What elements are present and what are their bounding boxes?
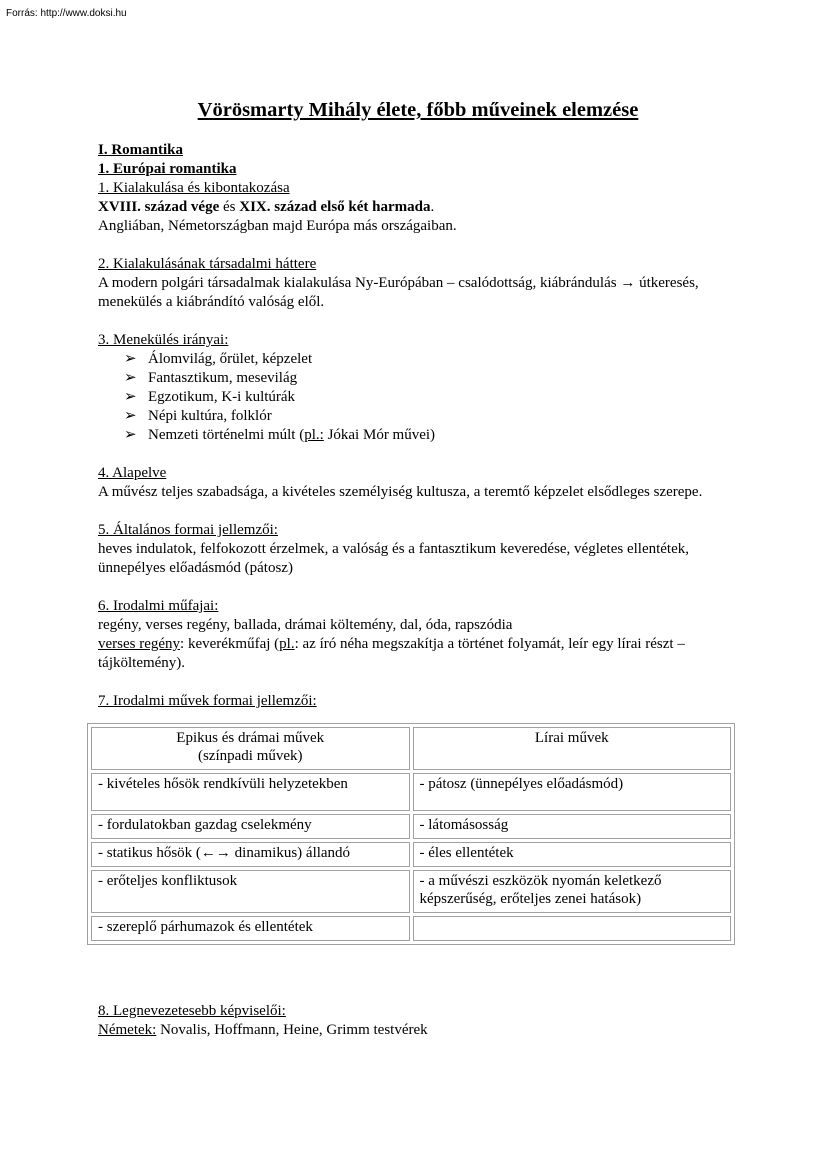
section-1-title: 1. Kialakulása és kibontakozása xyxy=(98,180,290,196)
section-4-title: 4. Alapelve xyxy=(98,465,167,481)
table-row xyxy=(91,916,731,941)
section-2-title: 2. Kialakulásának társadalmi háttere xyxy=(98,256,317,272)
arrow-bullet-icon: ➢ xyxy=(124,408,137,424)
section-4-text: A művész teljes szabadsága, a kivételes személyiség kultusza, a teremtő képzelet elsődleges szerepe. xyxy=(98,484,703,500)
document-title: Vörösmarty Mihály élete, főbb műveinek elemzése xyxy=(197,99,639,121)
table-row xyxy=(91,773,731,811)
section-6-title: 6. Irodalmi műfajai: xyxy=(98,598,219,614)
heading-europai-romantika: 1. Európai romantika xyxy=(98,161,237,177)
table-cell: - kivételes hősök rendkívüli helyzetekben xyxy=(91,773,410,811)
table-cell: - erőteljes konfliktusok xyxy=(91,870,410,913)
section-6-line1: regény, verses regény, ballada, drámai költemény, dal, óda, rapszódia xyxy=(98,617,513,633)
table-cell: - látomásosság xyxy=(413,814,732,839)
list-item: ➢ Fantasztikum, mesevilág xyxy=(124,370,298,386)
table-cell: - a művészi eszközök nyomán keletkező képszerűség, erőteljes zenei hatások) xyxy=(413,870,732,913)
table-cell: - statikus hősök (←→ dinamikus) állandó xyxy=(91,842,410,867)
table-header-cell: Lírai művek xyxy=(413,727,732,770)
arrow-bullet-icon: ➢ xyxy=(124,370,137,386)
section-3-title: 3. Menekülés irányai: xyxy=(98,332,229,348)
arrow-bullet-icon: ➢ xyxy=(124,351,137,367)
table-cell: - pátosz (ünnepélyes előadásmód) xyxy=(413,773,732,811)
table-cell: - éles ellentétek xyxy=(413,842,732,867)
table-row xyxy=(91,842,731,867)
list-item: ➢ Egzotikum, K-i kultúrák xyxy=(124,389,296,405)
table-cell: - fordulatokban gazdag cselekmény xyxy=(91,814,410,839)
features-table xyxy=(87,723,735,945)
list-item: ➢ Nemzeti történelmi múlt (pl.: Jókai Mór művei) xyxy=(124,427,436,443)
table-row xyxy=(91,814,731,839)
list-item: ➢ Álomvilág, őrület, képzelet xyxy=(124,351,313,367)
arrow-bullet-icon: ➢ xyxy=(124,389,137,405)
document-body xyxy=(98,98,738,1040)
list-item: ➢ Népi kultúra, folklór xyxy=(124,408,272,424)
section-2-text: A modern polgári társadalmak kialakulása Ny-Európában – csalódottság, kiábrándulás → útkeresés, menekülés a kiábrándító valóság elől. xyxy=(98,275,699,310)
table-cell: - szereplő párhumazok és ellentétek xyxy=(91,916,410,941)
section-6-line2: verses regény: keverékműfaj (pl.: az író néha megszakítja a történet folyamát, leír egy lírai részt – tájköltemény). xyxy=(98,636,685,671)
table-row xyxy=(91,727,731,770)
section-1-line2: Angliában, Németországban majd Európa más országaiban. xyxy=(98,218,457,234)
section-5-title: 5. Általános formai jellemzői: xyxy=(98,522,278,538)
section-7-title: 7. Irodalmi művek formai jellemzői: xyxy=(98,693,317,709)
section-8-text: Németek: Novalis, Hoffmann, Heine, Grimm testvérek xyxy=(98,1022,428,1038)
escape-directions-list xyxy=(98,350,738,445)
section-8-title: 8. Legnevezetesebb képviselői: xyxy=(98,1003,286,1019)
table-header-cell: Epikus és drámai művek (színpadi művek) xyxy=(91,727,410,770)
section-5-text: heves indulatok, felfokozott érzelmek, a valóság és a fantasztikum keveredése, végletes ellentétek, ünnepélyes előadásmód (pátosz) xyxy=(98,541,690,576)
table-row xyxy=(91,870,731,913)
section-1-line1: XVIII. század vége és XIX. század első két harmada. xyxy=(98,199,435,215)
heading-romantika: I. Romantika xyxy=(98,142,184,158)
arrow-bullet-icon: ➢ xyxy=(124,427,137,443)
source-label: Forrás: http://www.doksi.hu xyxy=(6,8,127,19)
table-cell xyxy=(413,916,732,941)
